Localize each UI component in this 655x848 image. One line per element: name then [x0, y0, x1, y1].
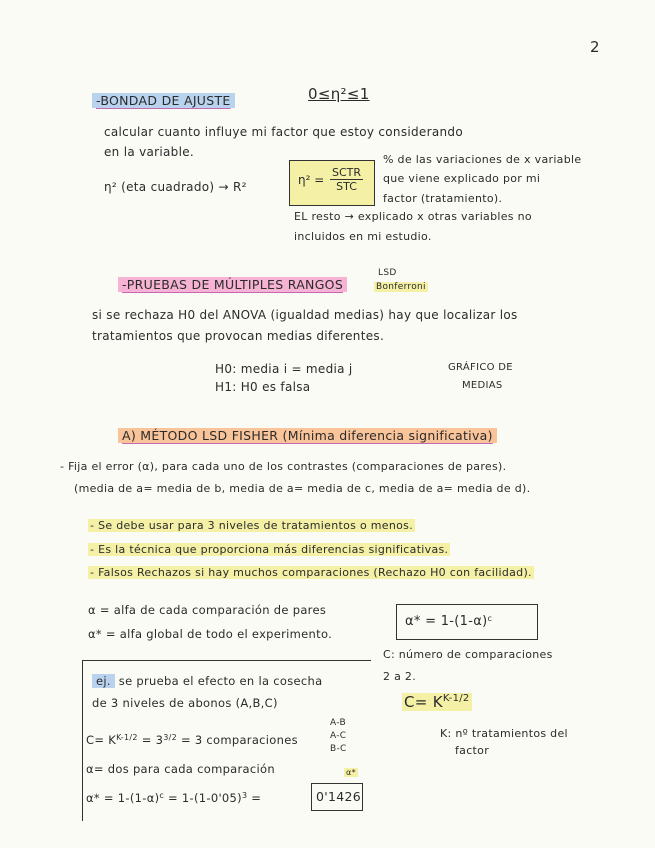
c-formula: $C= K^{K-1/2}$ [404, 693, 470, 711]
grafico-line2: MEDIAS [462, 380, 503, 391]
bullet-2: - Se debe usar para 3 niveles de tratamientos o menos. [90, 519, 414, 532]
alpha-def-2: α* = alfa global de todo el experimento. [88, 627, 333, 641]
c-note-1: C: número de comparaciones [383, 648, 553, 661]
s1-note3: factor (tratamiento). [383, 192, 503, 205]
s1-note1: % de las variaciones de x variable [383, 153, 582, 166]
h0-line: H0: media i = media j [215, 362, 353, 376]
c-note-2: 2 a 2. [383, 670, 417, 683]
s2-line1: si se rechaza H0 del ANOVA (igualdad medias) hay que localizar los [92, 308, 518, 322]
s1-note2: que viene explicado por mi [383, 172, 541, 185]
fraction-denominator: STC [336, 180, 357, 193]
s2-line2: tratamientos que provocan medias diferentes. [92, 329, 385, 343]
h1-line: H1: H0 es falsa [215, 380, 311, 394]
eta-range: 0≤η²≤1 [308, 85, 370, 103]
s1-line2: en la variable. [104, 145, 195, 159]
bullet-1b: (media de a= media de b, media de a= media de c, media de a= media de d). [74, 482, 531, 495]
alpha-def-1: α = alfa de cada comparación de pares [88, 603, 327, 617]
example-alpha-line: α= dos para cada comparación [86, 762, 275, 776]
s1-rest2: incluidos en mi estudio. [294, 230, 432, 243]
lsd-label: LSD [378, 268, 397, 278]
section-title-bondad: -BONDAD DE AJUSTE [92, 93, 235, 108]
section-title-lsd: A) MÉTODO LSD FISHER (Mínima diferencia significativa) [118, 428, 497, 443]
eta-label: η² (eta cuadrado) → R² [104, 180, 247, 194]
alpha-star-tag: α* [346, 768, 356, 777]
bonferroni-label: Bonferroni [376, 282, 426, 292]
final-value: 0'1426 [316, 789, 362, 804]
alpha-star-formula-box [396, 604, 538, 640]
s1-rest1: EL resto → explicado x otras variables no [294, 210, 532, 223]
section-title-pruebas: -PRUEBAS DE MÚLTIPLES RANGOS [118, 277, 347, 292]
alpha-star-formula: $\alpha* = 1-(1-\alpha)^c$ [405, 614, 493, 629]
eta-formula-lhs: η² = [298, 173, 325, 187]
example-final-calc: $\alpha* = 1-(1-\alpha)^c = 1-(1-0'05)^3$ = [86, 791, 262, 805]
pair-ab: A-B [330, 718, 346, 728]
bullet-3: - Es la técnica que proporciona más diferencias significativas. [90, 543, 449, 556]
eta-fraction [330, 166, 363, 193]
k-note-2: factor [455, 744, 490, 757]
fraction-numerator: SCTR [332, 166, 362, 179]
bullet-1a: - Fija el error (α), para cada uno de los contrastes (comparaciones de pares). [60, 460, 507, 473]
pair-ac: A-C [330, 731, 347, 741]
k-note-1: K: nº tratamientos del [440, 727, 568, 740]
bullet-4: - Falsos Rechazos si hay muchos comparaciones (Rechazo H0 con facilidad). [90, 566, 532, 579]
grafico-line1: GRÁFICO DE [448, 362, 513, 373]
final-value-box [311, 783, 363, 811]
example-line2: de 3 niveles de abonos (A,B,C) [92, 696, 278, 710]
example-c-calc: $C= K^{K-1/2} = 3^{3/2} = 3$ comparaciones [86, 733, 298, 747]
page-number: 2 [590, 38, 600, 56]
s1-line1: calcular cuanto influye mi factor que estoy considerando [104, 125, 463, 139]
example-line1: ej. se prueba el efecto en la cosecha [92, 674, 322, 688]
pair-bc: B-C [330, 744, 347, 754]
eta-formula-box [289, 160, 375, 206]
